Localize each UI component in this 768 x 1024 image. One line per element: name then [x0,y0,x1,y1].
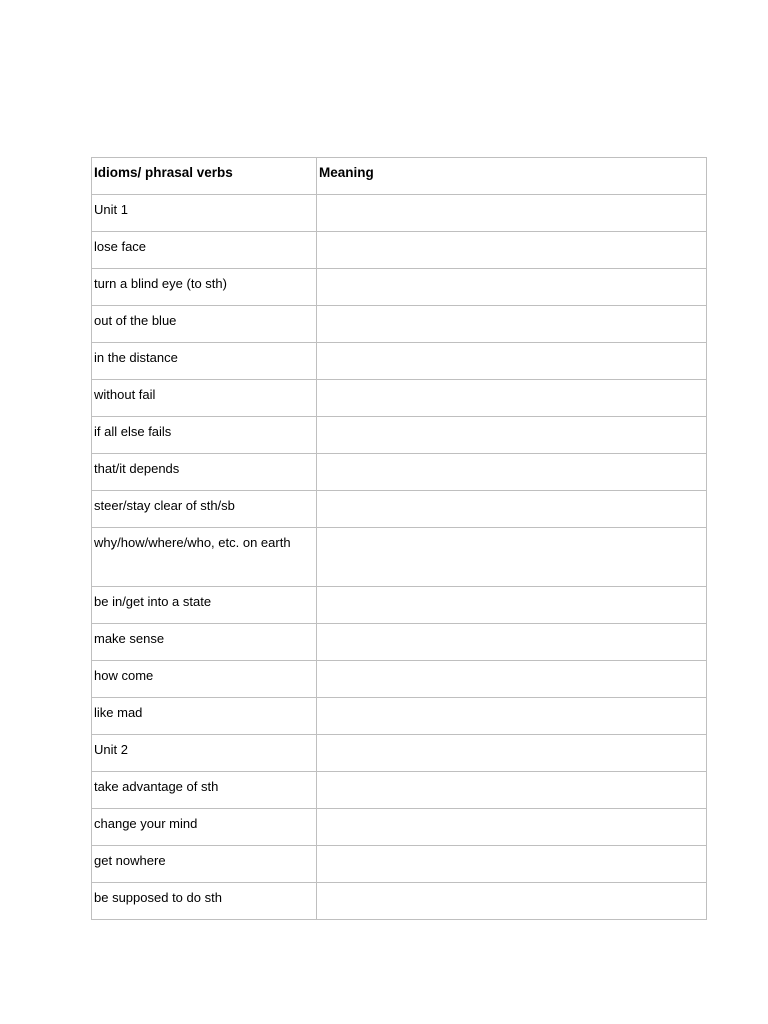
table-row [92,735,707,772]
table-row [92,380,707,417]
meaning-cell [317,417,707,454]
header-meaning: Meaning [317,158,707,195]
header-idioms: Idioms/ phrasal verbs [92,158,317,195]
table-row [92,661,707,698]
meaning-cell [317,306,707,343]
term-cell: why/how/where/who, etc. on earth [92,528,317,587]
table-row [92,772,707,809]
table-row [92,195,707,232]
meaning-cell [317,528,707,587]
meaning-cell [317,772,707,809]
table-row [92,809,707,846]
table-row [92,306,707,343]
meaning-cell [317,624,707,661]
meaning-cell [317,195,707,232]
meaning-cell [317,883,707,920]
meaning-cell [317,809,707,846]
term-cell: make sense [92,624,317,661]
term-cell: change your mind [92,809,317,846]
meaning-cell [317,343,707,380]
term-cell: like mad [92,698,317,735]
term-cell: lose face [92,232,317,269]
term-cell: be supposed to do sth [92,883,317,920]
meaning-cell [317,846,707,883]
table-row [92,528,707,587]
meaning-cell [317,735,707,772]
table-row [92,624,707,661]
table-row [92,846,707,883]
meaning-cell [317,454,707,491]
meaning-cell [317,491,707,528]
meaning-cell [317,232,707,269]
table-header-row [92,158,707,195]
term-cell: out of the blue [92,306,317,343]
idioms-table [91,157,707,920]
meaning-cell [317,661,707,698]
table-row [92,232,707,269]
table-row [92,587,707,624]
term-cell: steer/stay clear of sth/sb [92,491,317,528]
table-row [92,269,707,306]
term-cell: in the distance [92,343,317,380]
meaning-cell [317,587,707,624]
term-cell: Unit 2 [92,735,317,772]
table-row [92,698,707,735]
term-cell: Unit 1 [92,195,317,232]
table-row [92,491,707,528]
term-cell: get nowhere [92,846,317,883]
meaning-cell [317,269,707,306]
term-cell: that/it depends [92,454,317,491]
term-cell: how come [92,661,317,698]
table-row [92,883,707,920]
table-row [92,454,707,491]
table-row [92,343,707,380]
meaning-cell [317,698,707,735]
table-row [92,417,707,454]
term-cell: turn a blind eye (to sth) [92,269,317,306]
term-cell: without fail [92,380,317,417]
term-cell: be in/get into a state [92,587,317,624]
term-cell: if all else fails [92,417,317,454]
term-cell: take advantage of sth [92,772,317,809]
meaning-cell [317,380,707,417]
